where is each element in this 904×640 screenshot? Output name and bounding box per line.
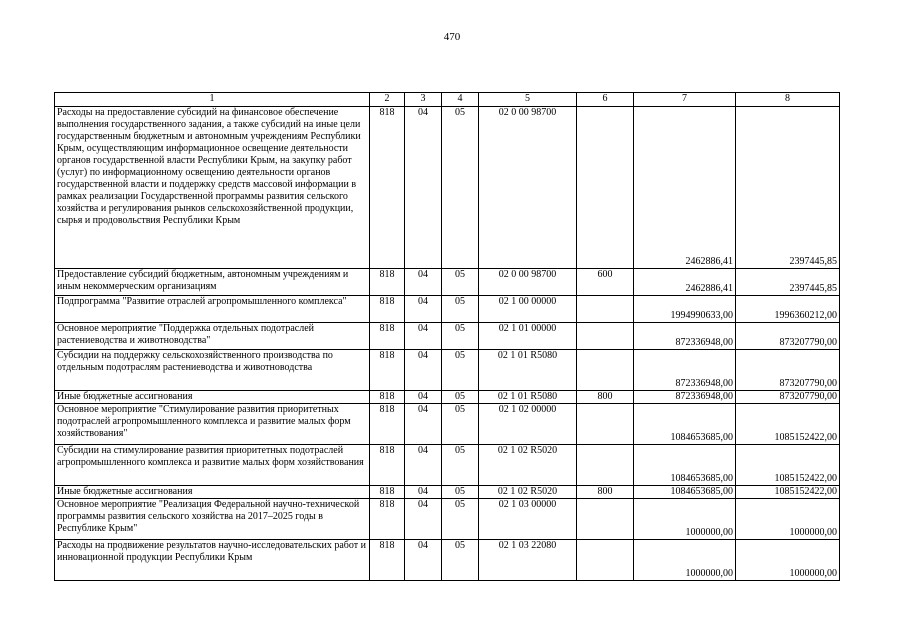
code-col3: 04: [405, 404, 442, 445]
code-col2: 818: [370, 445, 405, 486]
column-header: 1: [55, 93, 370, 107]
code-col6: [577, 404, 634, 445]
code-col2: 818: [370, 269, 405, 296]
code-col4: 05: [442, 350, 479, 391]
row-description: Основное мероприятие "Поддержка отдельных подотраслей растениеводства и животноводства": [55, 323, 370, 350]
row-description: Основное мероприятие "Стимулирование развития приоритетных подотраслей агропромышленного комплекса и развитие малых форм хозяйствования": [55, 404, 370, 445]
code-col6: [577, 323, 634, 350]
column-header: 8: [736, 93, 840, 107]
code-col2: 818: [370, 499, 405, 540]
code-col6: [577, 445, 634, 486]
column-header: 6: [577, 93, 634, 107]
table-row: [55, 404, 840, 445]
code-col6: [577, 540, 634, 581]
row-description: Предоставление субсидий бюджетным, автономным учреждениям и иным некоммерческим организациям: [55, 269, 370, 296]
code-col3: 04: [405, 323, 442, 350]
table-row: [55, 391, 840, 404]
row-description: Субсидии на стимулирование развития приоритетных подотраслей агропромышленного комплекса и развитие малых форм хозяйствования: [55, 445, 370, 486]
amount-col7: 1084653685,00: [634, 445, 736, 486]
code-col2: 818: [370, 404, 405, 445]
code-col3: 04: [405, 540, 442, 581]
code-col6: [577, 350, 634, 391]
code-col4: 05: [442, 391, 479, 404]
code-col4: 05: [442, 499, 479, 540]
column-header: 5: [479, 93, 577, 107]
code-col3: 04: [405, 486, 442, 499]
code-col2: 818: [370, 350, 405, 391]
amount-col7: 1000000,00: [634, 540, 736, 581]
table-row: [55, 486, 840, 499]
amount-col8: 2397445,85: [736, 107, 840, 269]
code-col2: 818: [370, 486, 405, 499]
table-header-row: [55, 93, 840, 107]
column-header: 7: [634, 93, 736, 107]
code-col5: 02 0 00 98700: [479, 107, 577, 269]
table-row: [55, 269, 840, 296]
code-col5: 02 1 01 00000: [479, 323, 577, 350]
code-col6: 800: [577, 486, 634, 499]
amount-col8: 2397445,85: [736, 269, 840, 296]
row-description: Основное мероприятие "Реализация Федеральной научно-технической программы развития сельского хозяйства на 2017–2025 годы в Республике Крым": [55, 499, 370, 540]
amount-col7: 2462886,41: [634, 269, 736, 296]
table-row: [55, 323, 840, 350]
code-col5: 02 1 01 R5080: [479, 350, 577, 391]
amount-col8: 1000000,00: [736, 540, 840, 581]
table-row: [55, 499, 840, 540]
code-col4: 05: [442, 445, 479, 486]
budget-table: [54, 92, 840, 581]
code-col4: 05: [442, 269, 479, 296]
code-col4: 05: [442, 404, 479, 445]
row-description: Иные бюджетные ассигнования: [55, 391, 370, 404]
code-col5: 02 0 00 98700: [479, 269, 577, 296]
table-row: [55, 107, 840, 269]
row-description: Расходы на продвижение результатов научно-исследовательских работ и инновационной продукции Республики Крым: [55, 540, 370, 581]
code-col6: [577, 107, 634, 269]
amount-col7: 872336948,00: [634, 350, 736, 391]
code-col3: 04: [405, 499, 442, 540]
amount-col8: 1996360212,00: [736, 296, 840, 323]
code-col6: 600: [577, 269, 634, 296]
amount-col7: 1084653685,00: [634, 486, 736, 499]
column-header: 3: [405, 93, 442, 107]
amount-col7: 872336948,00: [634, 323, 736, 350]
amount-col8: 1085152422,00: [736, 445, 840, 486]
table-row: [55, 350, 840, 391]
row-description: Субсидии на поддержку сельскохозяйственного производства по отдельным подотраслям растениеводства и животноводства: [55, 350, 370, 391]
code-col2: 818: [370, 540, 405, 581]
code-col3: 04: [405, 107, 442, 269]
code-col5: 02 1 03 22080: [479, 540, 577, 581]
code-col4: 05: [442, 540, 479, 581]
amount-col8: 1000000,00: [736, 499, 840, 540]
amount-col7: 1000000,00: [634, 499, 736, 540]
code-col6: 800: [577, 391, 634, 404]
amount-col8: 873207790,00: [736, 323, 840, 350]
table-row: [55, 296, 840, 323]
amount-col8: 1085152422,00: [736, 486, 840, 499]
code-col6: [577, 296, 634, 323]
table-row: [55, 540, 840, 581]
code-col5: 02 1 01 R5080: [479, 391, 577, 404]
code-col3: 04: [405, 445, 442, 486]
column-header: 2: [370, 93, 405, 107]
code-col4: 05: [442, 296, 479, 323]
amount-col7: 1994990633,00: [634, 296, 736, 323]
amount-col7: 1084653685,00: [634, 404, 736, 445]
amount-col8: 873207790,00: [736, 391, 840, 404]
code-col3: 04: [405, 269, 442, 296]
code-col5: 02 1 00 00000: [479, 296, 577, 323]
page-number: 470: [443, 31, 461, 43]
code-col4: 05: [442, 486, 479, 499]
code-col5: 02 1 03 00000: [479, 499, 577, 540]
amount-col7: 2462886,41: [634, 107, 736, 269]
code-col3: 04: [405, 296, 442, 323]
code-col2: 818: [370, 107, 405, 269]
amount-col8: 1085152422,00: [736, 404, 840, 445]
row-description: Иные бюджетные ассигнования: [55, 486, 370, 499]
table-row: [55, 445, 840, 486]
code-col5: 02 1 02 R5020: [479, 486, 577, 499]
code-col4: 05: [442, 323, 479, 350]
amount-col8: 873207790,00: [736, 350, 840, 391]
row-description: Подпрограмма "Развитие отраслей агропромышленного комплекса": [55, 296, 370, 323]
column-header: 4: [442, 93, 479, 107]
code-col5: 02 1 02 00000: [479, 404, 577, 445]
code-col2: 818: [370, 323, 405, 350]
row-description: Расходы на предоставление субсидий на финансовое обеспечение выполнения государственного задания, а также субсидий на иные цели государственным бюджетным и автономным учреждениям Республики Крым, осуществляющим информационное освещение деятельности органов государственной власти Республики Крым, на закупку работ (услуг) по информационному освещению деятельности органов государственной власти и поддержку средств массовой информации в рамках реализации Государственной программы развития сельского хозяйства и регулирования рынков сельскохозяйственной продукции, сырья и продовольствия Республики Крым: [55, 107, 370, 269]
code-col5: 02 1 02 R5020: [479, 445, 577, 486]
code-col3: 04: [405, 350, 442, 391]
code-col2: 818: [370, 391, 405, 404]
code-col4: 05: [442, 107, 479, 269]
code-col2: 818: [370, 296, 405, 323]
code-col6: [577, 499, 634, 540]
amount-col7: 872336948,00: [634, 391, 736, 404]
code-col3: 04: [405, 391, 442, 404]
